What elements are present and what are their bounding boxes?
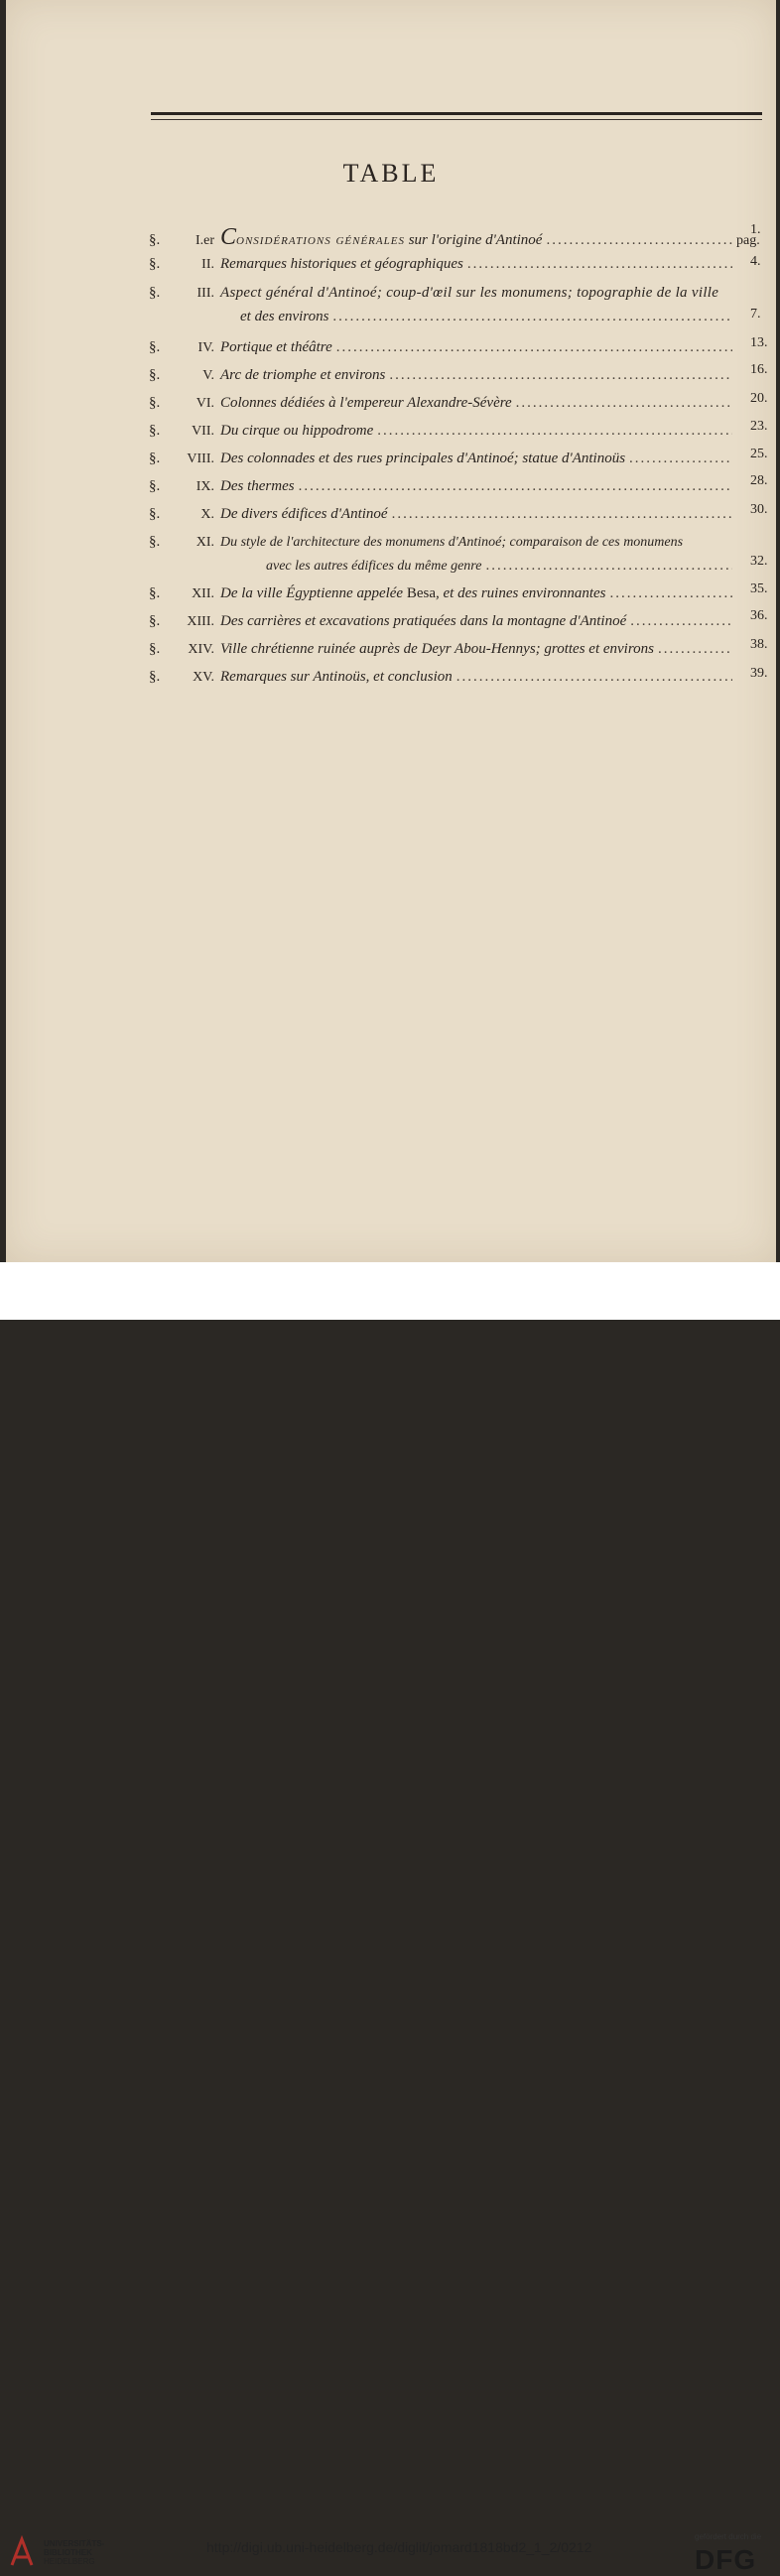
leader-dots: [629, 451, 732, 467]
entry-title: Remarques historiques et géographiques: [220, 256, 463, 272]
entry-title: Ville chrétienne ruinée auprès de Deyr Abou-Hennys; grottes et environs: [220, 641, 654, 657]
page-number-11: 32.: [750, 554, 768, 569]
section-sign: §.: [149, 232, 161, 248]
entry-title-part2: , et des ruines environnantes: [436, 585, 606, 601]
header-rule-thin: [151, 119, 762, 120]
leader-dots: [630, 613, 732, 630]
toc-entry-11-continuation[interactable]: [266, 558, 770, 581]
entry-title: Portique et théâtre: [220, 339, 332, 355]
entry-title: Du cirque ou hippodrome: [220, 423, 374, 439]
section-sign: §.: [149, 339, 161, 355]
page-number-12: 35.: [750, 581, 768, 596]
entry-title: [220, 585, 606, 602]
section-sign: §.: [149, 641, 161, 657]
section-sign: §.: [149, 478, 161, 494]
library-name: [44, 2539, 104, 2566]
toc-entry-7[interactable]: [149, 423, 770, 447]
toc-entry-2[interactable]: [149, 256, 770, 280]
toc-entry-4[interactable]: [149, 339, 770, 363]
leader-dots: [299, 478, 732, 495]
entry-number: II.: [201, 257, 214, 272]
funding-note: gefördert durch die: [695, 2532, 762, 2541]
leader-dots: [610, 585, 732, 602]
drop-capital: C: [220, 224, 237, 250]
section-sign: §.: [149, 423, 161, 439]
library-name-line3: HEIDELBERG: [44, 2557, 95, 2566]
toc-entry-10[interactable]: [149, 506, 770, 530]
entry-title-continuation: avec les autres édifices du même genre: [266, 559, 482, 574]
university-library-logo-icon: [8, 2535, 36, 2569]
toc-entry-15[interactable]: [149, 669, 770, 693]
entry-title: Remarques sur Antinoüs, et conclusion: [220, 669, 453, 685]
section-sign: §.: [149, 669, 161, 685]
entry-number: VII.: [192, 424, 214, 439]
leader-dots: [336, 339, 732, 356]
page-number-1: 1.: [750, 222, 761, 237]
entry-title-part1: De la ville Égyptienne appelée: [220, 585, 404, 601]
viewer-footer: [0, 1262, 780, 2575]
toc-entry-13[interactable]: [149, 613, 770, 637]
section-sign: §.: [149, 285, 161, 301]
entry-number: V.: [202, 368, 214, 383]
toc-entry-12[interactable]: [149, 585, 770, 609]
header-rule-thick: [151, 112, 762, 115]
dfg-logo[interactable]: DFG: [695, 2544, 757, 2575]
entry-number: VIII.: [187, 451, 214, 466]
page-number-9: 28.: [750, 473, 768, 488]
entry-number: XIV.: [188, 642, 214, 657]
entry-number: IX.: [195, 479, 214, 494]
entry-number: XIII.: [187, 614, 214, 629]
section-sign: §.: [149, 613, 161, 629]
section-sign: §.: [149, 585, 161, 601]
entry-number: XI.: [195, 535, 214, 550]
page-number-3: 7.: [750, 307, 761, 322]
pag-label: pag.: [736, 233, 760, 248]
page-number-2: 4.: [750, 254, 761, 269]
entry-number: III.: [196, 286, 214, 301]
toc-entry-1[interactable]: [149, 224, 770, 248]
toc-entry-5[interactable]: [149, 367, 770, 391]
toc-entry-8[interactable]: [149, 451, 770, 474]
entry-title-rest: sur l'origine d'Antinoé: [408, 232, 543, 248]
section-sign: §.: [149, 506, 161, 522]
toc-entry-11[interactable]: [149, 534, 770, 558]
page-number-13: 36.: [750, 608, 768, 623]
page-number-10: 30.: [750, 502, 768, 517]
entry-title-besa: Besa: [406, 585, 437, 601]
leader-dots: [467, 256, 732, 273]
entry-title: Du style de l'architecture des monumens d'Antinoé; comparaison de ces monumens: [220, 535, 684, 550]
library-name-line2: BIBLIOTHEK: [44, 2548, 92, 2557]
leader-dots: [485, 558, 732, 575]
entry-number: IV.: [197, 340, 214, 355]
leader-dots: [658, 641, 732, 658]
page-number-14: 38.: [750, 637, 768, 652]
entry-title: De divers édifices d'Antinoé: [220, 506, 388, 522]
leader-dots: [516, 395, 732, 412]
page-number-6: 20.: [750, 391, 768, 406]
section-sign: §.: [149, 395, 161, 411]
toc-entry-3[interactable]: [149, 285, 770, 309]
leader-dots: [456, 669, 732, 686]
entry-number: X.: [200, 507, 214, 522]
entry-title: Colonnes dédiées à l'empereur Alexandre-Sévère: [220, 395, 512, 411]
leader-dots: [546, 232, 732, 249]
permalink-url[interactable]: http://digi.ub.uni-heidelberg.de/diglit/jomard1818bd2_1_2/0212: [206, 2539, 592, 2555]
page-number-5: 16.: [750, 362, 768, 377]
section-sign: §.: [149, 367, 161, 383]
entry-number: XII.: [192, 586, 214, 601]
entry-number: I.er: [195, 233, 214, 248]
entry-title: Arc de triomphe et environs: [220, 367, 386, 383]
section-sign: §.: [149, 451, 161, 466]
page-title: TABLE: [342, 159, 440, 188]
entry-number: VI.: [195, 396, 214, 411]
entry-title: Des thermes: [220, 478, 295, 494]
page-number-4: 13.: [750, 335, 768, 350]
leader-dots: [392, 506, 732, 523]
section-sign: §.: [149, 256, 161, 272]
leader-dots: [377, 423, 732, 440]
entry-title-smallcaps: onsidérations générales: [236, 232, 405, 248]
entry-number: XV.: [193, 670, 214, 685]
toc-entry-14[interactable]: [149, 641, 770, 665]
entry-title: [220, 224, 542, 251]
section-sign: §.: [149, 534, 161, 550]
entry-title-continuation: et des environs: [240, 309, 329, 324]
entry-title: Des carrières et excavations pratiquées dans la montagne d'Antinoé: [220, 613, 627, 629]
leader-dots: [332, 309, 732, 325]
library-name-line1: UNIVERSITÄTS-: [44, 2539, 105, 2548]
page-number-7: 23.: [750, 419, 768, 434]
toc-entry-6[interactable]: [149, 395, 770, 419]
toc-entry-3-continuation[interactable]: [240, 309, 770, 332]
page-number-8: 25.: [750, 447, 768, 461]
book-page: [6, 0, 776, 1262]
entry-title: Des colonnades et des rues principales d'Antinoé; statue d'Antinoüs: [220, 451, 626, 466]
page-number-15: 39.: [750, 666, 768, 681]
leader-dots: [389, 367, 732, 384]
entry-title: Aspect général d'Antinoé; coup-d'œil sur les monumens; topographie de la ville: [220, 285, 719, 301]
toc-entry-9[interactable]: [149, 478, 770, 502]
